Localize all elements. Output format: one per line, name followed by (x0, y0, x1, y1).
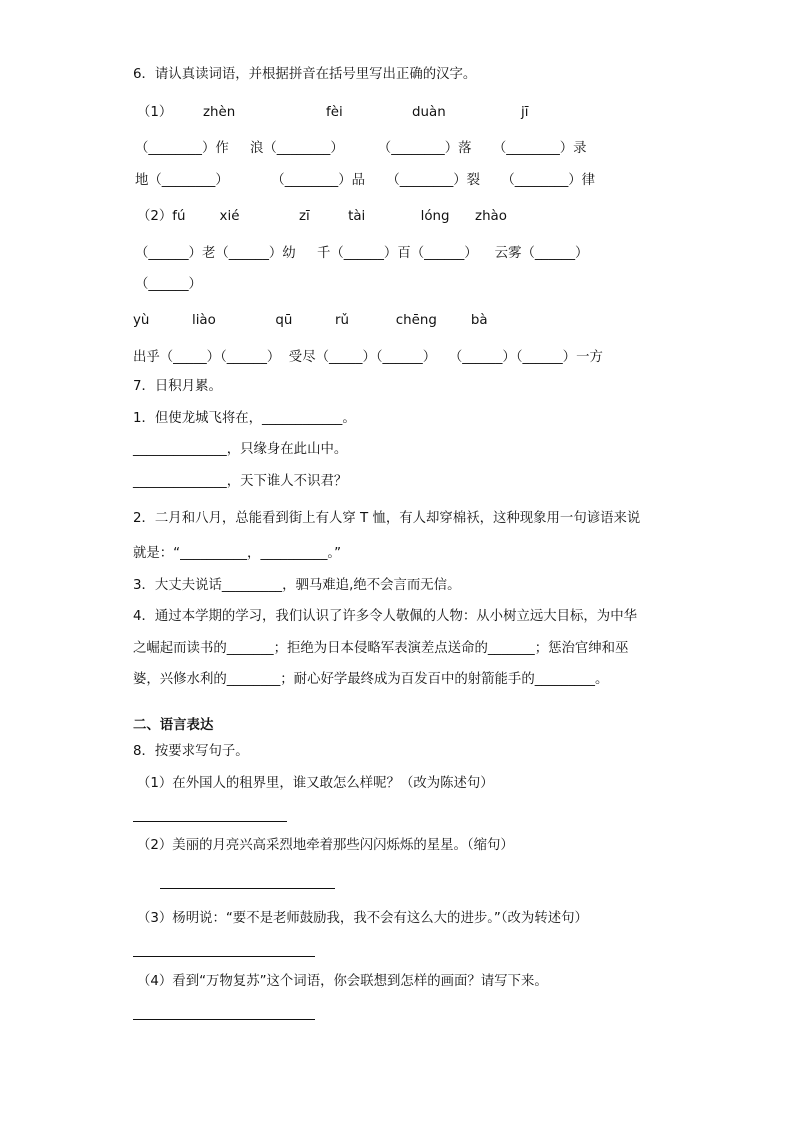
fill-line-3: （______）老（______）幼 千（______）百（______） 云雾（______） (135, 246, 589, 261)
q7-item-5: 3．大丈夫说话_________，驷马难追,绝不会言而无信。 (133, 578, 461, 593)
fill-line-5: 出乎（_____）（______） 受尽（_____）（______） （______）（______）一方 (133, 350, 603, 365)
pinyin-zhen: zhèn (203, 105, 236, 120)
question-8-title: 8．按要求写句子。 (133, 744, 249, 759)
q7-item-3: ______________，天下谁人不识君？ (133, 474, 348, 489)
section-2-heading: 二、语言表达 (133, 718, 214, 733)
answer-line-3 (133, 956, 315, 957)
q7-item-6-line-a: 4．通过本学期的学习，我们认识了许多令人敬佩的人物：从小树立远大目标，为中华 (133, 609, 637, 624)
fill-line-4: （______） (135, 277, 202, 292)
fill-line-2: 地（________） （________）品 （________）裂 （________）律 (135, 173, 596, 188)
q7-item-4-line-a: 2．二月和八月，总能看到街上有人穿 T 恤，有人却穿棉袄，这种现象用一句谚语来说 (133, 511, 641, 526)
q8-sentence-3: （3）杨明说：“要不是老师鼓励我，我不会有这么大的进步。”（改为转述句） (137, 911, 588, 926)
pinyin-ji: jī (521, 105, 529, 120)
q7-item-4-line-b: 就是：“__________，__________。” (133, 546, 342, 561)
question-7-title: 7．日积月累。 (133, 379, 222, 394)
q7-item-6-line-c: 婆，兴修水利的________；耐心好学最终成为百发百中的射箭能手的_________。 (133, 672, 609, 687)
q7-item-2: ______________，只缘身在此山中。 (133, 442, 348, 457)
q7-item-1: 1．但使龙城飞将在，____________。 (133, 411, 356, 426)
q8-sentence-1: （1）在外国人的租界里，谁又敢怎么样呢？（改为陈述句） (137, 776, 494, 791)
pinyin-fei: fèi (326, 105, 343, 120)
pinyin-row-3: yù liào qū rǔ chēng bà (133, 313, 488, 328)
answer-line-2 (160, 888, 335, 889)
q8-sentence-4: （4）看到“万物复苏”这个词语，你会联想到怎样的画面？请写下来。 (137, 974, 548, 989)
q7-item-6-line-b: 之崛起而读书的_______；拒绝为日本侵略军表演差点送命的_______；惩治官绅和巫 (133, 641, 629, 656)
answer-line-1 (133, 821, 287, 822)
question-6-part1-label: （1） (137, 105, 173, 120)
question-6-title: 6．请认真读词语，并根据拼音在括号里写出正确的汉字。 (133, 67, 477, 82)
answer-line-4 (133, 1019, 315, 1020)
q8-sentence-2: （2）美丽的月亮兴高采烈地牵着那些闪闪烁烁的星星。（缩句） (137, 838, 514, 853)
pinyin-row-2: （2）fú xié zī tài lóng zhào (137, 209, 507, 224)
fill-line-1: （________）作 浪（________） （________）落 （________）录 (135, 141, 587, 156)
pinyin-duan: duàn (412, 105, 446, 120)
